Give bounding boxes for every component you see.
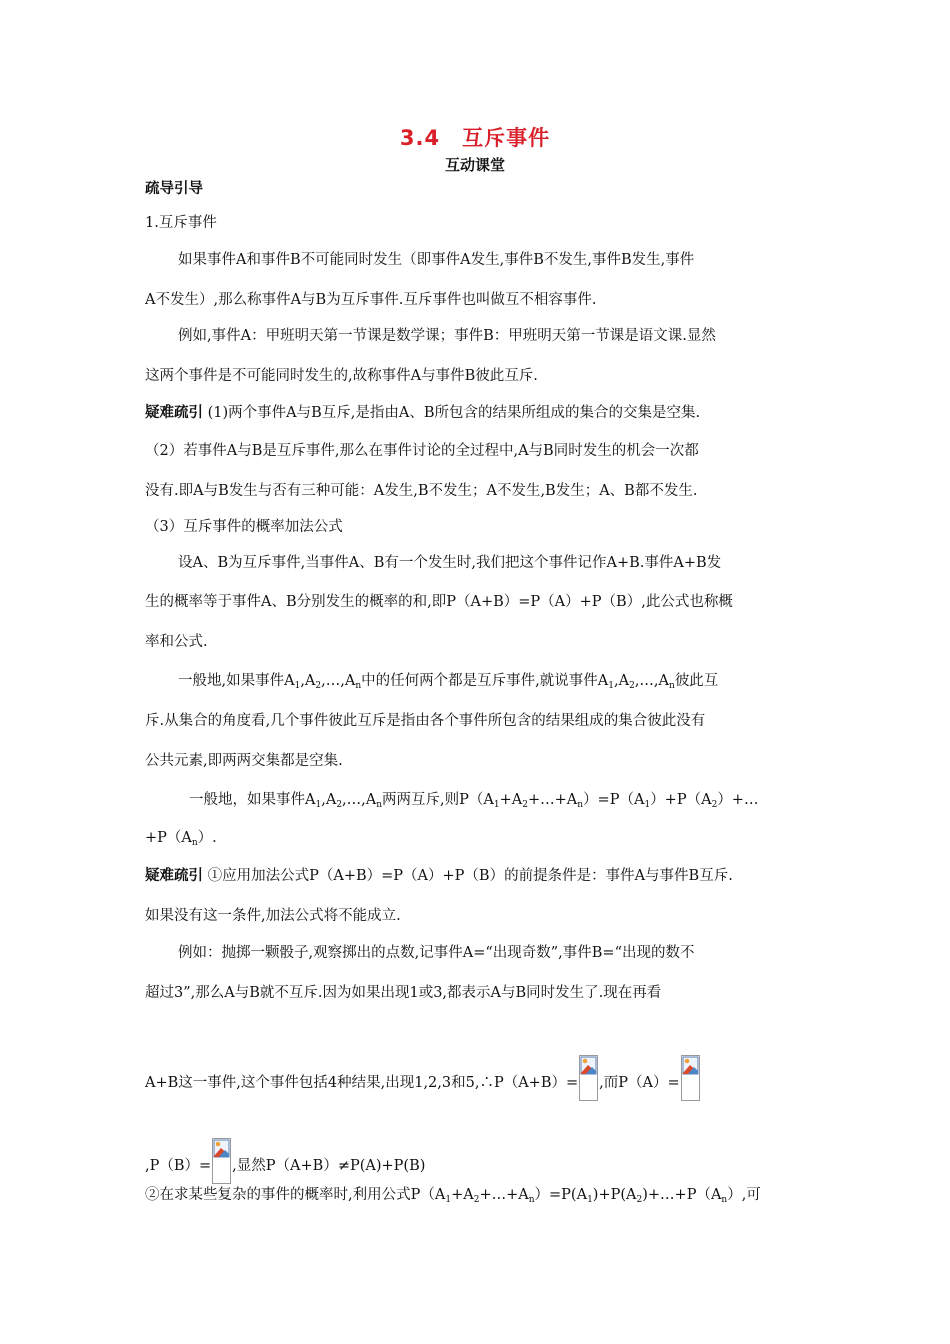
paragraph-line: 例如,事件A：甲班明天第一节课是数学课；事件B：甲班明天第一节课是语文课.显然 — [178, 328, 716, 344]
broken-image-icon — [212, 1138, 231, 1184]
text-run: +A — [451, 1187, 474, 1203]
subscript: n — [721, 1195, 728, 1205]
paragraph-line: 例如：抛掷一颗骰子,观察掷出的点数,记事件A=“出现奇数”,事件B=“出现的数不 — [178, 945, 695, 961]
paragraph-line: 生的概率等于事件A、B分别发生的概率的和,即P（A+B）=P（A）+P（B）,此公式也称概 — [145, 594, 733, 610]
text-run: )+P(A — [592, 1187, 637, 1203]
text-run: ,而P（A）= — [599, 1075, 680, 1091]
paragraph-line — [145, 1055, 810, 1101]
text-run: ,A — [321, 792, 337, 808]
paragraph-line — [145, 1185, 810, 1210]
page-subtitle: 互动课堂 — [444, 156, 505, 174]
text-run: )+…+P（A — [642, 1187, 722, 1203]
subscript: 1 — [608, 681, 614, 691]
subscript: 1 — [294, 681, 301, 691]
text-run: 两两互斥,则P（A — [382, 792, 494, 808]
broken-image-icon — [579, 1055, 598, 1101]
subscript: n — [191, 838, 198, 848]
subscript: n — [528, 1195, 535, 1205]
text-run: +…+A — [527, 792, 578, 808]
text-run: ,…,A — [321, 673, 356, 689]
text-run: 中的任何两个都是互斥事件,就说事件A — [361, 673, 609, 689]
paragraph-line: 斥.从集合的角度看,几个事件彼此互斥是指由各个事件所包含的结果组成的集合彼此没有 — [145, 713, 706, 729]
note-label: 疑难疏引 — [145, 868, 203, 884]
text-run: +A — [499, 792, 523, 808]
subscript: 1 — [587, 1195, 593, 1205]
text-run: 一般地，如果事件A — [189, 792, 316, 808]
text-run: ,A — [613, 673, 630, 689]
subscript: 2 — [315, 681, 322, 691]
text-run: ,显然P（A+B）≠P(A)+P(B) — [232, 1158, 426, 1174]
text-run: ,…,A — [342, 792, 377, 808]
subscript: 1 — [445, 1195, 452, 1205]
text-run: 一般地,如果事件A — [178, 673, 295, 689]
paragraph-line: 公共元素,即两两交集都是空集. — [145, 753, 343, 769]
text-run: ）=P（A — [583, 792, 645, 808]
paragraph-line: 如果事件A和事件B不可能同时发生（即事件A发生,事件B不发生,事件B发生,事件 — [178, 252, 695, 268]
text-run: A+B这一事件,这个事件包括4种结果,出现1,2,3和5,∴P（A+B）= — [145, 1075, 579, 1091]
text-run: ②在求某些复杂的事件的概率时,利用公式P（A — [145, 1187, 446, 1203]
paragraph-line: 设A、B为互斥事件,当事件A、B有一个发生时,我们把这个事件记作A+B.事件A+B发 — [178, 555, 722, 571]
page-title: 3.4 互斥事件 — [399, 126, 551, 150]
paragraph-line: 率和公式. — [145, 634, 208, 650]
paragraph-line — [145, 403, 810, 423]
subscript: 2 — [336, 800, 343, 810]
text-run: ）,可 — [727, 1187, 761, 1203]
paragraph-line: （2）若事件A与B是互斥事件,那么在事件讨论的全过程中,A与B同时发生的机会一次都 — [145, 443, 699, 459]
note-text: (1)两个事件A与B互斥,是指由A、B所包含的结果所组成的集合的交集是空集. — [207, 405, 701, 421]
paragraph-line: 超过3”,那么A与B就不互斥.因为如果出现1或3,都表示A与B同时发生了.现在再看 — [145, 985, 662, 1001]
paragraph-line — [189, 790, 814, 815]
paragraph-line — [145, 1138, 810, 1184]
note-label: 疑难疏引 — [145, 405, 203, 421]
text-run: ）=P(A — [534, 1187, 588, 1203]
text-run: ,A — [300, 673, 316, 689]
paragraph-line: 没有.即A与B发生与否有三种可能：A发生,B不发生；A不发生,B发生；A、B都不发生. — [145, 483, 698, 499]
note-text: ①应用加法公式P（A+B）=P（A）+P（B）的前提条件是：事件A与事件B互斥. — [207, 868, 733, 884]
subsection-heading: 1.互斥事件 — [145, 215, 217, 231]
text-run: ）. — [197, 830, 217, 846]
subscript: 1 — [493, 800, 500, 810]
text-run: +P（A — [145, 830, 192, 846]
text-run: 彼此互 — [674, 673, 719, 689]
paragraph-line — [178, 671, 810, 696]
subscript: 2 — [636, 1195, 643, 1205]
subscript: n — [376, 800, 383, 810]
paragraph-line: 这两个事件是不可能同时发生的,故称事件A与事件B彼此互斥. — [145, 368, 538, 384]
text-run: ,P（B）= — [145, 1158, 212, 1174]
subscript: 2 — [711, 800, 718, 810]
broken-image-icon — [681, 1055, 700, 1101]
text-run: ,…,A — [634, 673, 670, 689]
text-run: ）+… — [717, 792, 759, 808]
subscript: n — [355, 681, 362, 691]
subscript: 1 — [644, 800, 651, 810]
paragraph-line — [145, 866, 810, 886]
subscript: n — [669, 681, 675, 691]
text-run: ）+P（A — [650, 792, 712, 808]
section-heading: 疏导引导 — [145, 181, 203, 197]
subscript: 2 — [473, 1195, 480, 1205]
paragraph-line: （3）互斥事件的概率加法公式 — [145, 519, 343, 535]
paragraph-line — [145, 828, 810, 853]
subscript: 2 — [629, 681, 635, 691]
paragraph-line: 如果没有这一条件,加法公式将不能成立. — [145, 908, 401, 924]
paragraph-line: A不发生）,那么称事件A与B为互斥事件.互斥事件也叫做互不相容事件. — [145, 292, 597, 308]
subscript: 2 — [522, 800, 528, 810]
subscript: n — [577, 800, 584, 810]
text-run: +…+A — [479, 1187, 529, 1203]
subscript: 1 — [315, 800, 322, 810]
